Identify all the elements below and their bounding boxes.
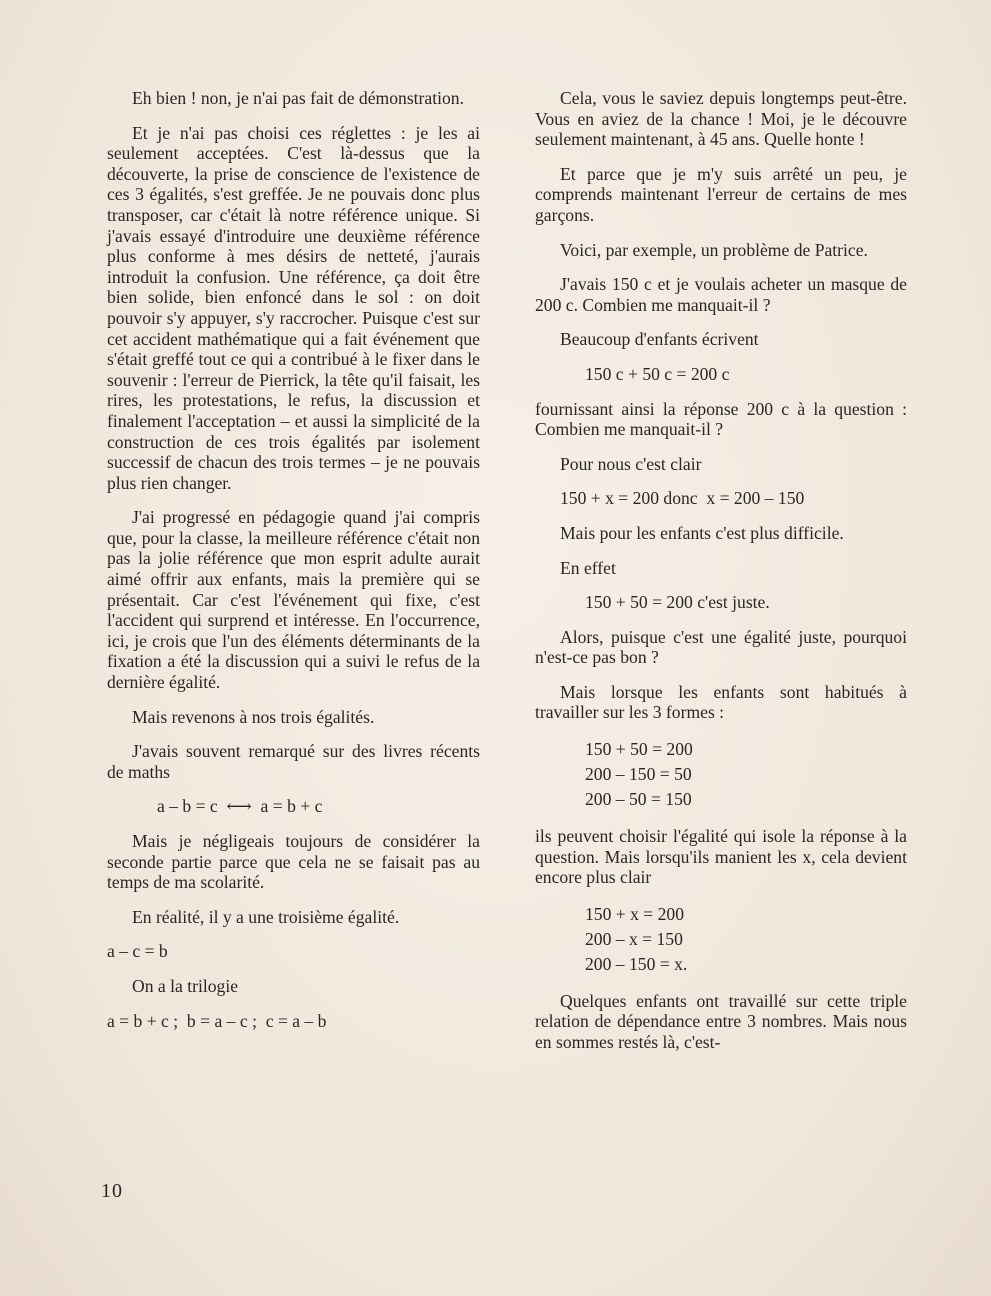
paragraph: fournissant ainsi la réponse 200 c à la question : Combien me manquait-il ? — [535, 398, 907, 440]
paragraph: Cela, vous le saviez depuis longtemps peut-être. Vous en aviez de la chance ! Moi, je le découvre seulement maintenant, à 45 ans. Quelle honte ! — [535, 88, 907, 150]
equation-block — [535, 902, 907, 977]
paragraph: Mais pour les enfants c'est plus difficile. — [560, 522, 844, 543]
page-number: 10 — [101, 1180, 123, 1202]
paragraph: J'ai progressé en pédagogie quand j'ai compris que, pour la classe, la meilleure référence c'était non pas la jolie référence que mon esprit adulte aurait aimé offrir aux enfants, mais la première qui se présentait. Car c'est l'événement qui fixe, c'est l'accident qui surprend et intéresse. En l'occurrence, ici, je crois que l'un des éléments déterminants de la fixation a été la discussion qui a suivi le refus de la dernière égalité. — [107, 507, 480, 693]
paragraph: Mais lorsque les enfants sont habitués à travailler sur les 3 formes : — [535, 681, 907, 723]
paragraph: Eh bien ! non, je n'ai pas fait de démonstration. — [132, 88, 464, 108]
equation-line: 150 + 50 = 200 — [585, 739, 693, 760]
paragraph: J'avais 150 c et je voulais acheter un masque de 200 c. Combien me manquait-il ? — [535, 274, 907, 315]
paragraph: En effet — [560, 557, 616, 578]
paragraph: Mais revenons à nos trois égalités. — [132, 706, 375, 727]
equation-line: 200 – 150 = 50 — [585, 764, 692, 785]
equation: a = b + c ; b = a – c ; c = a – b — [107, 1010, 327, 1031]
equation-line: 200 – 50 = 150 — [585, 789, 692, 810]
equation: 150 c + 50 c = 200 c — [585, 363, 730, 384]
equation-block — [535, 737, 907, 812]
paragraph: J'avais souvent remarqué sur des livres récents de maths — [107, 741, 480, 782]
equation: 150 + x = 200 donc x = 200 – 150 — [560, 488, 805, 509]
equation: a – c = b — [107, 941, 168, 962]
paragraph: Et je n'ai pas choisi ces réglettes : je les ai seulement acceptées. C'est là-dessus que la découverte, la prise de conscience de l'existence de ces 3 égalités, s'est greffée. Je ne pouvais donc plus transposer, car c'était là notre référence unique. Si j'avais essayé d'introduire une deuxième référence plus conforme à mes désirs de netteté, j'aurais introduit la confusion. Une référence, ça doit être bien solide, bien enfoncé dans le sol : on doit pouvoir s'y appuyer, s'y raccrocher. Puisque c'est sur cet accident mathématique qui a fait événement que s'était greffé tout ce qui a contribué à le fixer dans le souvenir : l'erreur de Pierrick, la tête qu'il faisait, les rires, les protestations, le refus, la discussion et finalement l'acceptation – et aussi la simplicité de la construction de ces trois égalités par isolement successif de chacun des trois termes – je ne pouvais plus rien changer. — [107, 122, 480, 493]
equation: a – b = c ⟷ a = b + c — [157, 796, 323, 817]
paragraph: Voici, par exemple, un problème de Patrice. — [560, 239, 868, 260]
equation-line: 150 + x = 200 — [585, 903, 685, 924]
paragraph: Alors, puisque c'est une égalité juste, pourquoi n'est-ce pas bon ? — [535, 626, 907, 668]
paragraph: Et parce que je m'y suis arrêté un peu, je comprends maintenant l'erreur de certains de mes garçons. — [535, 163, 907, 225]
paragraph: Mais je négligeais toujours de considérer la seconde partie parce que cela ne se faisait pas au temps de ma scolarité. — [107, 831, 480, 893]
paragraph: ils peuvent choisir l'égalité qui isole la réponse à la question. Mais lorsqu'ils manient les x, cela devient encore plus clair — [535, 826, 907, 888]
paragraph: Quelques enfants ont travaillé sur cette triple relation de dépendance entre 3 nombres. Mais nous en sommes restés là, c'est- — [535, 990, 907, 1053]
paragraph: On a la trilogie — [132, 975, 239, 996]
paragraph: Pour nous c'est clair — [560, 453, 702, 474]
left-column — [107, 88, 480, 1045]
equation-line: 200 – 150 = x. — [585, 953, 688, 974]
paragraph: Beaucoup d'enfants écrivent — [560, 329, 759, 350]
right-column — [535, 88, 907, 1067]
equation: 150 + 50 = 200 c'est juste. — [585, 592, 770, 613]
equation-line: 200 – x = 150 — [585, 928, 683, 949]
paragraph: En réalité, il y a une troisième égalité. — [132, 906, 400, 927]
